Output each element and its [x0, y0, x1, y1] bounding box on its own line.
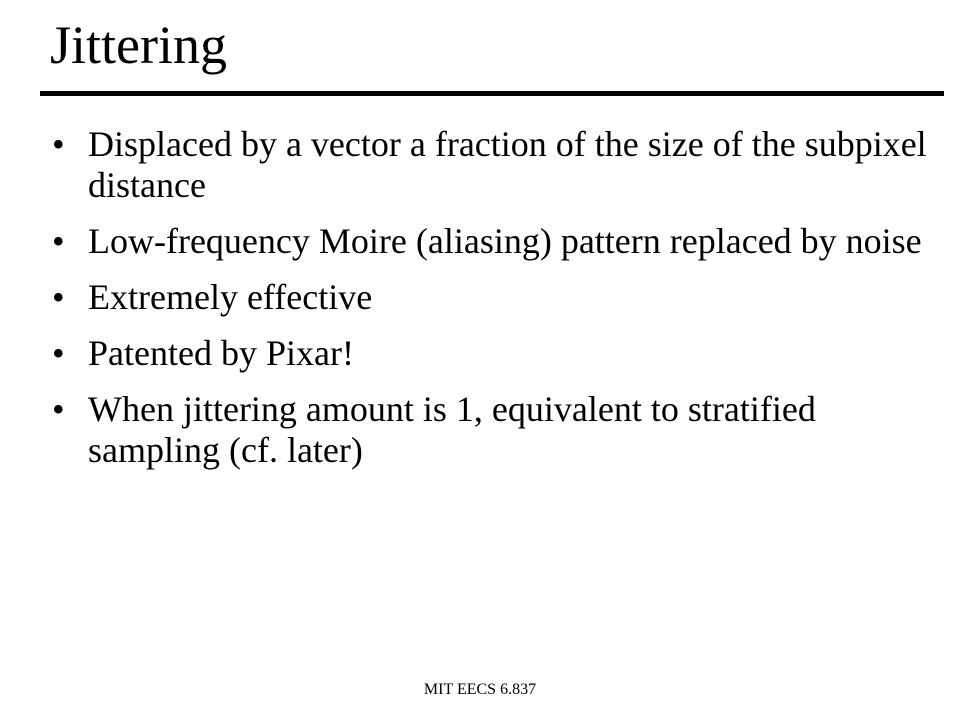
bullet-text: Displaced by a vector a fraction of the size of the subpixel distance	[88, 124, 927, 205]
bullet-icon: •	[52, 277, 65, 317]
title-underline	[40, 91, 944, 96]
bullet-icon: •	[52, 221, 65, 261]
bullet-item	[52, 389, 932, 471]
slide-footer: MIT EECS 6.837	[423, 681, 537, 698]
bullet-item	[52, 221, 932, 262]
bullet-item	[52, 333, 932, 374]
bullet-item	[52, 277, 932, 318]
bullet-text: Low-frequency Moire (aliasing) pattern replaced by noise	[88, 221, 922, 261]
bullet-item	[52, 124, 932, 206]
slide-title: Jittering	[50, 15, 227, 75]
bullet-text: When jittering amount is 1, equivalent to stratified sampling (cf. later)	[88, 389, 816, 470]
bullet-icon: •	[52, 389, 65, 429]
bullet-list	[52, 124, 932, 486]
bullet-text: Patented by Pixar!	[88, 333, 354, 373]
bullet-icon: •	[52, 333, 65, 373]
bullet-text: Extremely effective	[88, 277, 373, 317]
bullet-icon: •	[52, 124, 65, 164]
